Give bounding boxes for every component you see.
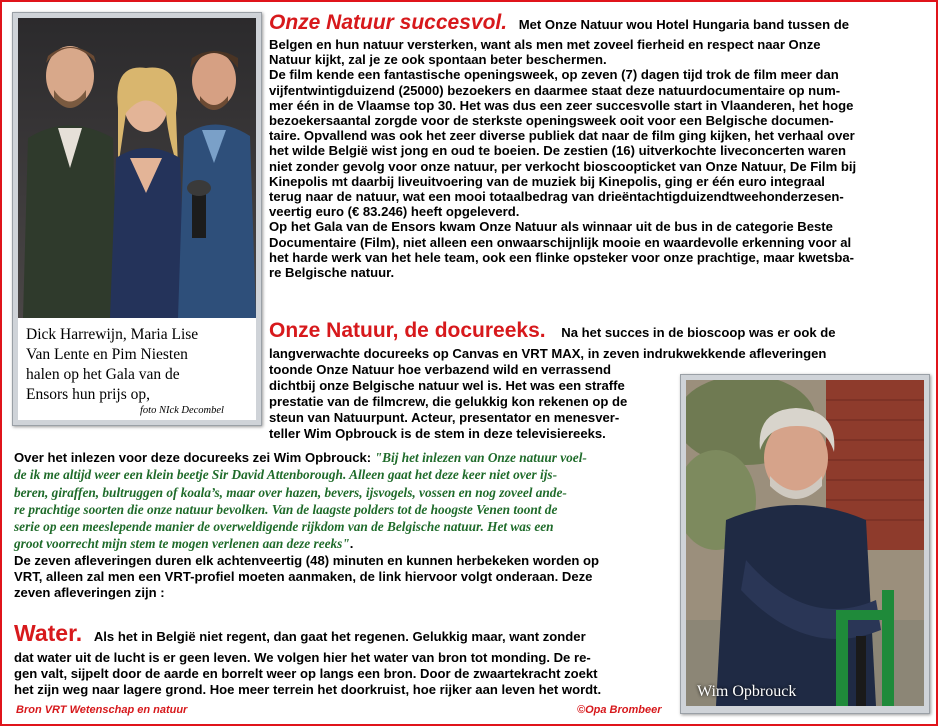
photo-credit: foto NIck Decombel xyxy=(140,405,224,416)
body-line: dichtbij onze Belgische natuur wel is. Het was een straffe xyxy=(269,378,625,393)
section1-first-line xyxy=(269,12,934,37)
section-docureeks xyxy=(269,320,934,442)
body-line: taire. Opvallend was ook het zeer diverse publiek dat naar de film ging kijken, het verhaal over xyxy=(269,128,855,144)
body-line: Als het in België niet regent, dan gaat het regenen. Gelukkig maar, want zonder xyxy=(93,629,586,644)
body-line: het zijn weg naar lagere grond. Hoe meer terrein het doorkruist, hoe rijker aan leven het wordt. xyxy=(14,682,602,697)
body-line: niet zonder gevolg voor onze natuur, per verkocht bioscoopticket van Onze Natuur, De Film bij xyxy=(269,158,857,174)
quote-last-line xyxy=(14,535,679,552)
award-photo-caption xyxy=(18,318,256,420)
body-line: bezoekersaantal zorgde voor de sterkste openingsweek ooit voor een Belgische documen- xyxy=(269,113,834,129)
body-line: mer één in de Vlaamse top 30. Het was dus een zeer succesvolle start in Vlaanderen, het hoge xyxy=(269,97,854,113)
body-line: het harde werk van het hele team, ook een flinke opsteker voor onze prachtige, maar kwetsba- xyxy=(269,249,855,265)
quote-line: "Bij het inlezen van Onze natuur voel- xyxy=(374,450,587,465)
body-line: het wilde België wist jong en oud te boeien. De zestien (16) uitverkochte liveconcerten waren xyxy=(269,143,846,159)
quote-first-line xyxy=(14,449,679,466)
quote-line: serie op een meeslepende manier de overweldigende rijkdom van de Belgische natuur. Het was een xyxy=(14,519,554,535)
section-water xyxy=(14,622,679,698)
body-line: dat water uit de lucht is er geen leven. We volgen hier het water van bron tot monding. De re- xyxy=(14,650,591,665)
caption-line-4: Ensors hun prijs op, xyxy=(26,386,150,403)
quote-line: groot voorrecht mijn stem te mogen verlenen aan deze reeks" xyxy=(14,536,350,552)
body-line: De film kende een fantastische openingsweek, op zeven (7) dagen tijd trok de film meer dan xyxy=(269,67,839,83)
body-line: steun van Natuurpunt. Acteur, presentator en menesver- xyxy=(269,410,620,425)
body-line: re Belgische natuur. xyxy=(269,265,395,281)
body-line: toonde Onze Natuur hoe verbazend wild en verrassend xyxy=(269,362,611,377)
section-succes xyxy=(269,12,934,280)
photo-frame-award xyxy=(12,12,262,426)
body-line: Op het Gala van de Ensors kwam Onze Natuur als winnaar uit de bus in de categorie Beste xyxy=(269,219,833,235)
source-credit: Bron VRT Wetenschap en natuur xyxy=(16,704,188,716)
quote-intro: Over het inlezen voor deze docureeks zei Wim Opbrouck: xyxy=(14,450,375,465)
section3-first-line xyxy=(14,622,679,650)
body-line: Kinepolis mt daarbij liveuitvoering van de muziek bij Kinepolis, ging er één euro integraal xyxy=(269,173,825,189)
heading-docureeks: Onze Natuur, de docureeks. xyxy=(269,319,546,342)
body-line: De zeven afleveringen duren elk achtenveertig (48) minuten en kunnen herbekeken worden op xyxy=(14,552,600,568)
caption-line-2: Van Lente en Pim Niesten xyxy=(26,346,188,363)
body-line: Met Onze Natuur wou Hotel Hungaria band tussen de xyxy=(518,17,849,32)
heading-succesvol: Onze Natuur succesvol. xyxy=(269,11,508,34)
opbrouck-caption: Wim Opbrouck xyxy=(697,683,797,700)
caption-line-1: Dick Harrewijn, Maria Lise xyxy=(26,326,199,343)
quote-line: de ik me altijd weer een klein beetje Sir David Attenborough. Alleen gaat het deze keer niet over ijs- xyxy=(14,467,558,483)
body-line: langverwachte docureeks op Canvas en VRT MAX, in zeven indrukwekkende afleveringen xyxy=(269,346,827,361)
section2-first-line xyxy=(269,320,934,346)
copyright: ©Opa Brombeer xyxy=(577,704,662,716)
caption-line-3: halen op het Gala van de xyxy=(26,366,180,383)
quote-end: . xyxy=(349,536,354,552)
body-line: VRT, alleen zal men een VRT-profiel moeten aanmaken, de link hiervoor volgt onderaan. Deze xyxy=(14,568,593,584)
body-line: veertig euro (€ 83.246) heeft opgeleverd. xyxy=(269,204,520,220)
quote-line: beren, giraffen, bultruggen of koala’s, maar over hazen, bevers, ijsvogels, vossen en nog zoveel ande- xyxy=(14,484,567,500)
body-line: zeven afleveringen zijn : xyxy=(14,584,165,600)
award-photo xyxy=(18,18,256,318)
body-line: Natuur kijkt, zal je ze ook spontaan beter beschermen. xyxy=(269,52,607,68)
quote-line: re prachtige soorten die onze natuur bevolken. Van de laagste polders tot de hoogste Venen toont de xyxy=(14,501,558,517)
body-line: gen valt, sijpelt door de aarde en borrelt weer op langs een bron. Door de zwaartekracht zoekt xyxy=(14,666,598,681)
heading-water: Water. xyxy=(14,620,83,646)
body-line: Na het succes in de bioscoop was er ook de xyxy=(561,325,836,340)
body-line: terug naar de natuur, wat een mooi totaalbedrag van drieëntachtigduizendtweehonderzesen- xyxy=(269,189,844,205)
body-line: teller Wim Opbrouck is de stem in deze televisiereeks. xyxy=(269,426,606,441)
body-line: prestatie van de filmcrew, die gelukkig kon rekenen op de xyxy=(269,394,628,409)
body-line: Documentaire (Film), niet alleen een onwaarschijnlijk mooie en waardevolle erkenning voor al xyxy=(269,234,852,250)
body-line: vijfentwintigduizend (25000) bezoekers en daarmee staat deze natuurdocumentaire op num- xyxy=(269,82,841,98)
quote-block xyxy=(14,449,679,601)
body-line: Belgen en hun natuur versterken, want als men met zoveel fierheid en respect naar Onze xyxy=(269,37,821,52)
